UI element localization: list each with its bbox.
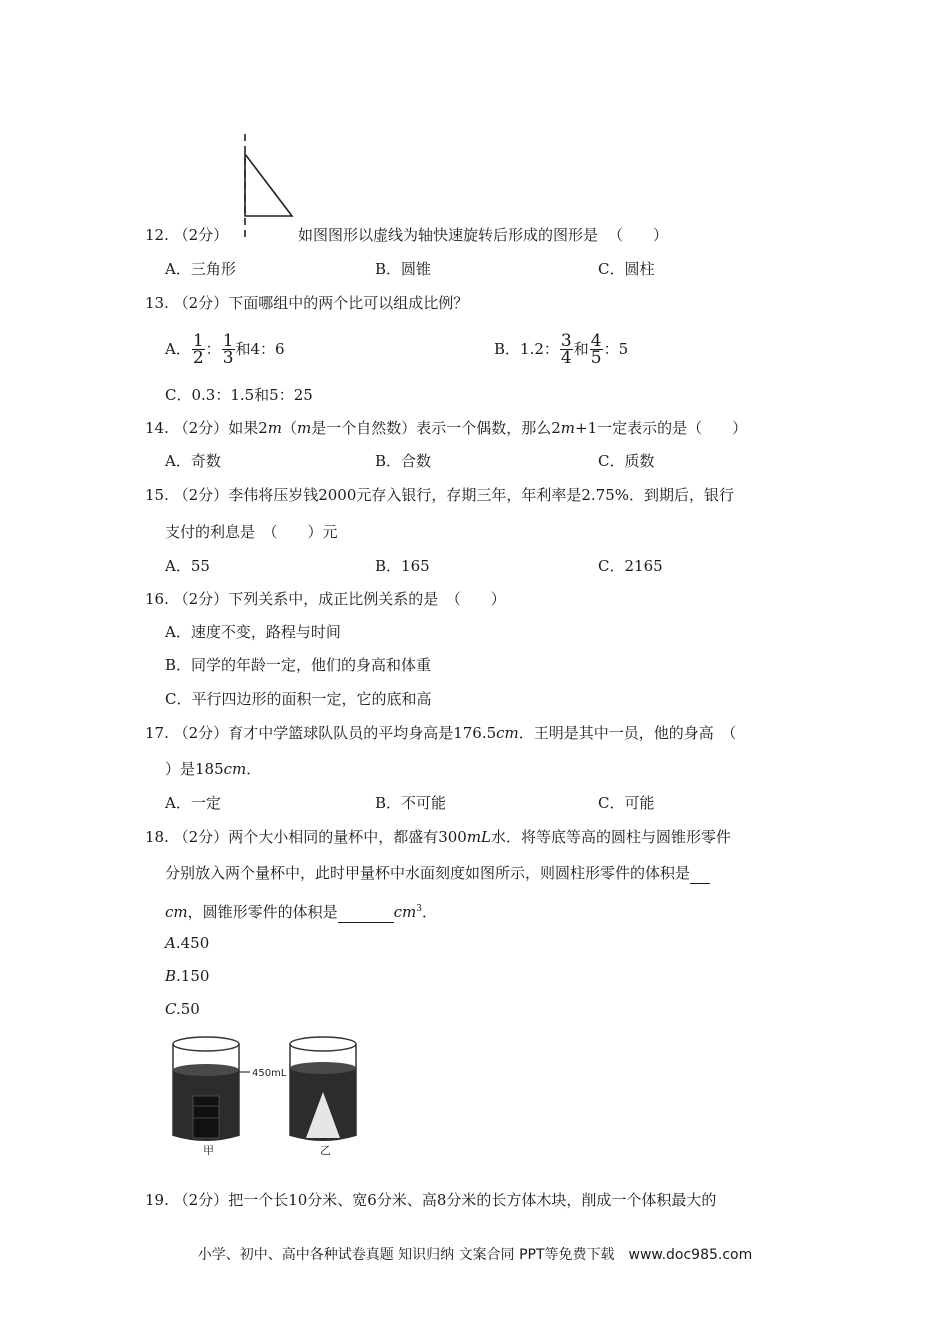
q15-line-1	[145, 485, 734, 505]
cup-yi	[290, 1037, 356, 1141]
q13-a-f2-num: 1	[222, 330, 234, 351]
q19-points: （2分）	[173, 1191, 229, 1209]
q15-option-a[interactable]: A．55	[165, 557, 210, 575]
q18-answer-blank-2[interactable]	[338, 902, 394, 923]
q18-option-c[interactable]	[165, 999, 200, 1019]
q15-points: （2分）	[173, 486, 229, 504]
q13-b-label: B．1.2：	[494, 340, 559, 358]
q14-text-1: 如果2	[228, 419, 268, 437]
q12-stem	[298, 225, 668, 245]
q14-line	[145, 418, 747, 438]
q17-unit-cm-1: cm	[496, 724, 519, 742]
q18-b-value: 150	[180, 967, 210, 985]
cup-jia	[173, 1037, 239, 1141]
q16-text: 下列关系中，成正比例关系的是 （ ）	[228, 590, 506, 608]
q18-line-1	[145, 827, 731, 847]
q18-text-2: 分别放入两个量杯中，此时甲量杯中水面刻度如图所示，则圆柱形零件的体积是	[165, 864, 691, 882]
q18-c-value: 50	[180, 1000, 200, 1018]
q17-points: （2分）	[173, 724, 229, 742]
q17-text-2b: ．	[246, 760, 262, 778]
q14-var-m-2: m	[296, 419, 312, 437]
q18-unit-cm-1: cm	[165, 903, 188, 921]
q12-option-c[interactable]: C．圆柱	[598, 260, 655, 278]
q18-line-3	[165, 899, 437, 923]
q18-text-1a: 两个大小相同的量杯中，都盛有300	[228, 828, 467, 846]
q17-text-1b: ．王明是其中一员，他的身高 （	[518, 724, 737, 742]
page-footer: 小学、初中、高中各种试卷真题 知识归纳 文案合同 PPT等免费下载 www.doc985.com	[197, 1247, 753, 1263]
q18-text-1b: 水．将等底等高的圆柱与圆锥形零件	[491, 828, 732, 846]
q17-line-2	[165, 759, 261, 779]
q14-text-3: 是一个自然数）表示一个偶数，那么2	[311, 419, 561, 437]
q14-text-4: +1一定表示的是（ ）	[575, 419, 748, 437]
q18-option-a[interactable]	[165, 933, 209, 953]
level-label-450ml: 450mL	[252, 1068, 287, 1079]
q12-triangle-figure	[236, 130, 300, 242]
q15-option-b[interactable]: B．165	[375, 557, 430, 575]
q13-option-a[interactable]	[165, 330, 285, 367]
cup-label-yi: 乙	[320, 1144, 331, 1157]
q17-option-b[interactable]: B．不可能	[375, 794, 447, 812]
q18-option-b[interactable]	[165, 966, 209, 986]
q12-points: （2分）	[173, 226, 229, 244]
q18-a-value: 450	[180, 934, 210, 952]
q15-text-1: 李伟将压岁钱2000元存入银行，存期三年，年利率是2.75%．到期后，银行	[228, 486, 735, 504]
q14-text-2: （	[281, 419, 297, 437]
q14-var-m-3: m	[560, 419, 575, 437]
q18-text-end: ．	[422, 903, 438, 921]
q13-b-fraction-1	[560, 330, 573, 368]
q18-c-label: C.	[165, 1000, 181, 1018]
q12-option-b[interactable]: B．圆锥	[375, 260, 432, 278]
q17-text-2a: ）是185	[165, 760, 224, 778]
q17-number: 17.	[145, 724, 169, 742]
q13-b-rest: ：5	[603, 340, 629, 358]
q12-option-a[interactable]: A．三角形	[165, 260, 236, 278]
q17-option-c[interactable]: C．可能	[598, 794, 655, 812]
q16-points: （2分）	[173, 590, 229, 608]
q16-option-c[interactable]: C．平行四边形的面积一定，它的底和高	[165, 690, 432, 708]
q17-unit-cm-2: cm	[223, 760, 247, 778]
q13-line	[145, 293, 468, 313]
q18-unit-exponent: 3	[416, 904, 422, 914]
q13-b-f2-num: 4	[590, 330, 602, 351]
q18-line-2	[165, 863, 710, 884]
q13-a-f2-den: 3	[222, 347, 234, 368]
q14-option-b[interactable]: B．合数	[375, 452, 432, 470]
q16-number: 16.	[145, 590, 169, 608]
q18-measuring-cups-figure	[166, 1034, 366, 1158]
q16-line	[145, 589, 506, 609]
q14-points: （2分）	[173, 419, 229, 437]
q13-a-label: A．	[165, 340, 191, 358]
q17-text-1a: 育才中学篮球队队员的平均身高是176.5	[228, 724, 497, 742]
q18-number: 18.	[145, 828, 169, 846]
q13-b-f1-num: 3	[560, 330, 572, 351]
q13-points: （2分）	[173, 294, 229, 312]
q15-line-2: 支付的利息是 （ ）元	[165, 523, 338, 541]
q13-a-fraction-1	[192, 330, 205, 368]
q17-line-1	[145, 723, 736, 743]
q13-option-c[interactable]: C．0.3：1.5和5：25	[165, 386, 313, 404]
q14-option-c[interactable]: C．质数	[598, 452, 655, 470]
q13-number: 13.	[145, 294, 169, 312]
q19-text: 把一个长10分米、宽6分米、高8分米的长方体木块，削成一个体积最大的	[228, 1191, 717, 1209]
q13-b-f1-den: 4	[560, 347, 572, 368]
q18-answer-blank-1[interactable]	[690, 863, 710, 884]
q14-var-m-1: m	[267, 419, 282, 437]
q15-number: 15.	[145, 486, 169, 504]
q14-option-a[interactable]: A．奇数	[165, 452, 221, 470]
q13-text: 下面哪组中的两个比可以组成比例？	[228, 294, 469, 312]
q14-number: 14.	[145, 419, 169, 437]
q16-option-a[interactable]: A．速度不变，路程与时间	[165, 623, 341, 641]
q12-line	[145, 225, 228, 245]
q18-text-3: ，圆锥形零件的体积是	[187, 903, 338, 921]
q18-points: （2分）	[173, 828, 229, 846]
q16-option-b[interactable]: B．同学的年龄一定，他们的身高和体重	[165, 656, 432, 674]
q12-text: 如图图形以虚线为轴快速旋转后形成的图形是	[298, 226, 599, 244]
q12-number: 12.	[145, 226, 169, 244]
q13-b-and: 和	[573, 340, 589, 358]
q19-line	[145, 1190, 716, 1210]
cup-label-jia: 甲	[203, 1144, 214, 1157]
q13-a-rest: 和4：6	[235, 340, 285, 358]
q13-option-b[interactable]	[494, 330, 628, 367]
q13-a-fraction-2	[222, 330, 235, 368]
q18-unit-cm-2: cm	[393, 903, 417, 921]
q13-a-f1-num: 1	[192, 330, 204, 351]
q19-number: 19.	[145, 1191, 169, 1209]
q13-a-colon: ：	[205, 340, 221, 358]
q15-option-c[interactable]: C．2165	[598, 557, 663, 575]
q13-a-f1-den: 2	[192, 347, 204, 368]
q13-b-f2-den: 5	[590, 347, 602, 368]
q12-paren: （ ）	[608, 226, 669, 244]
q18-a-label: A.	[165, 934, 181, 952]
q18-b-label: B.	[165, 967, 181, 985]
q18-unit-ml: mL	[466, 828, 492, 846]
q13-b-fraction-2	[590, 330, 603, 368]
q17-option-a[interactable]: A．一定	[165, 794, 221, 812]
